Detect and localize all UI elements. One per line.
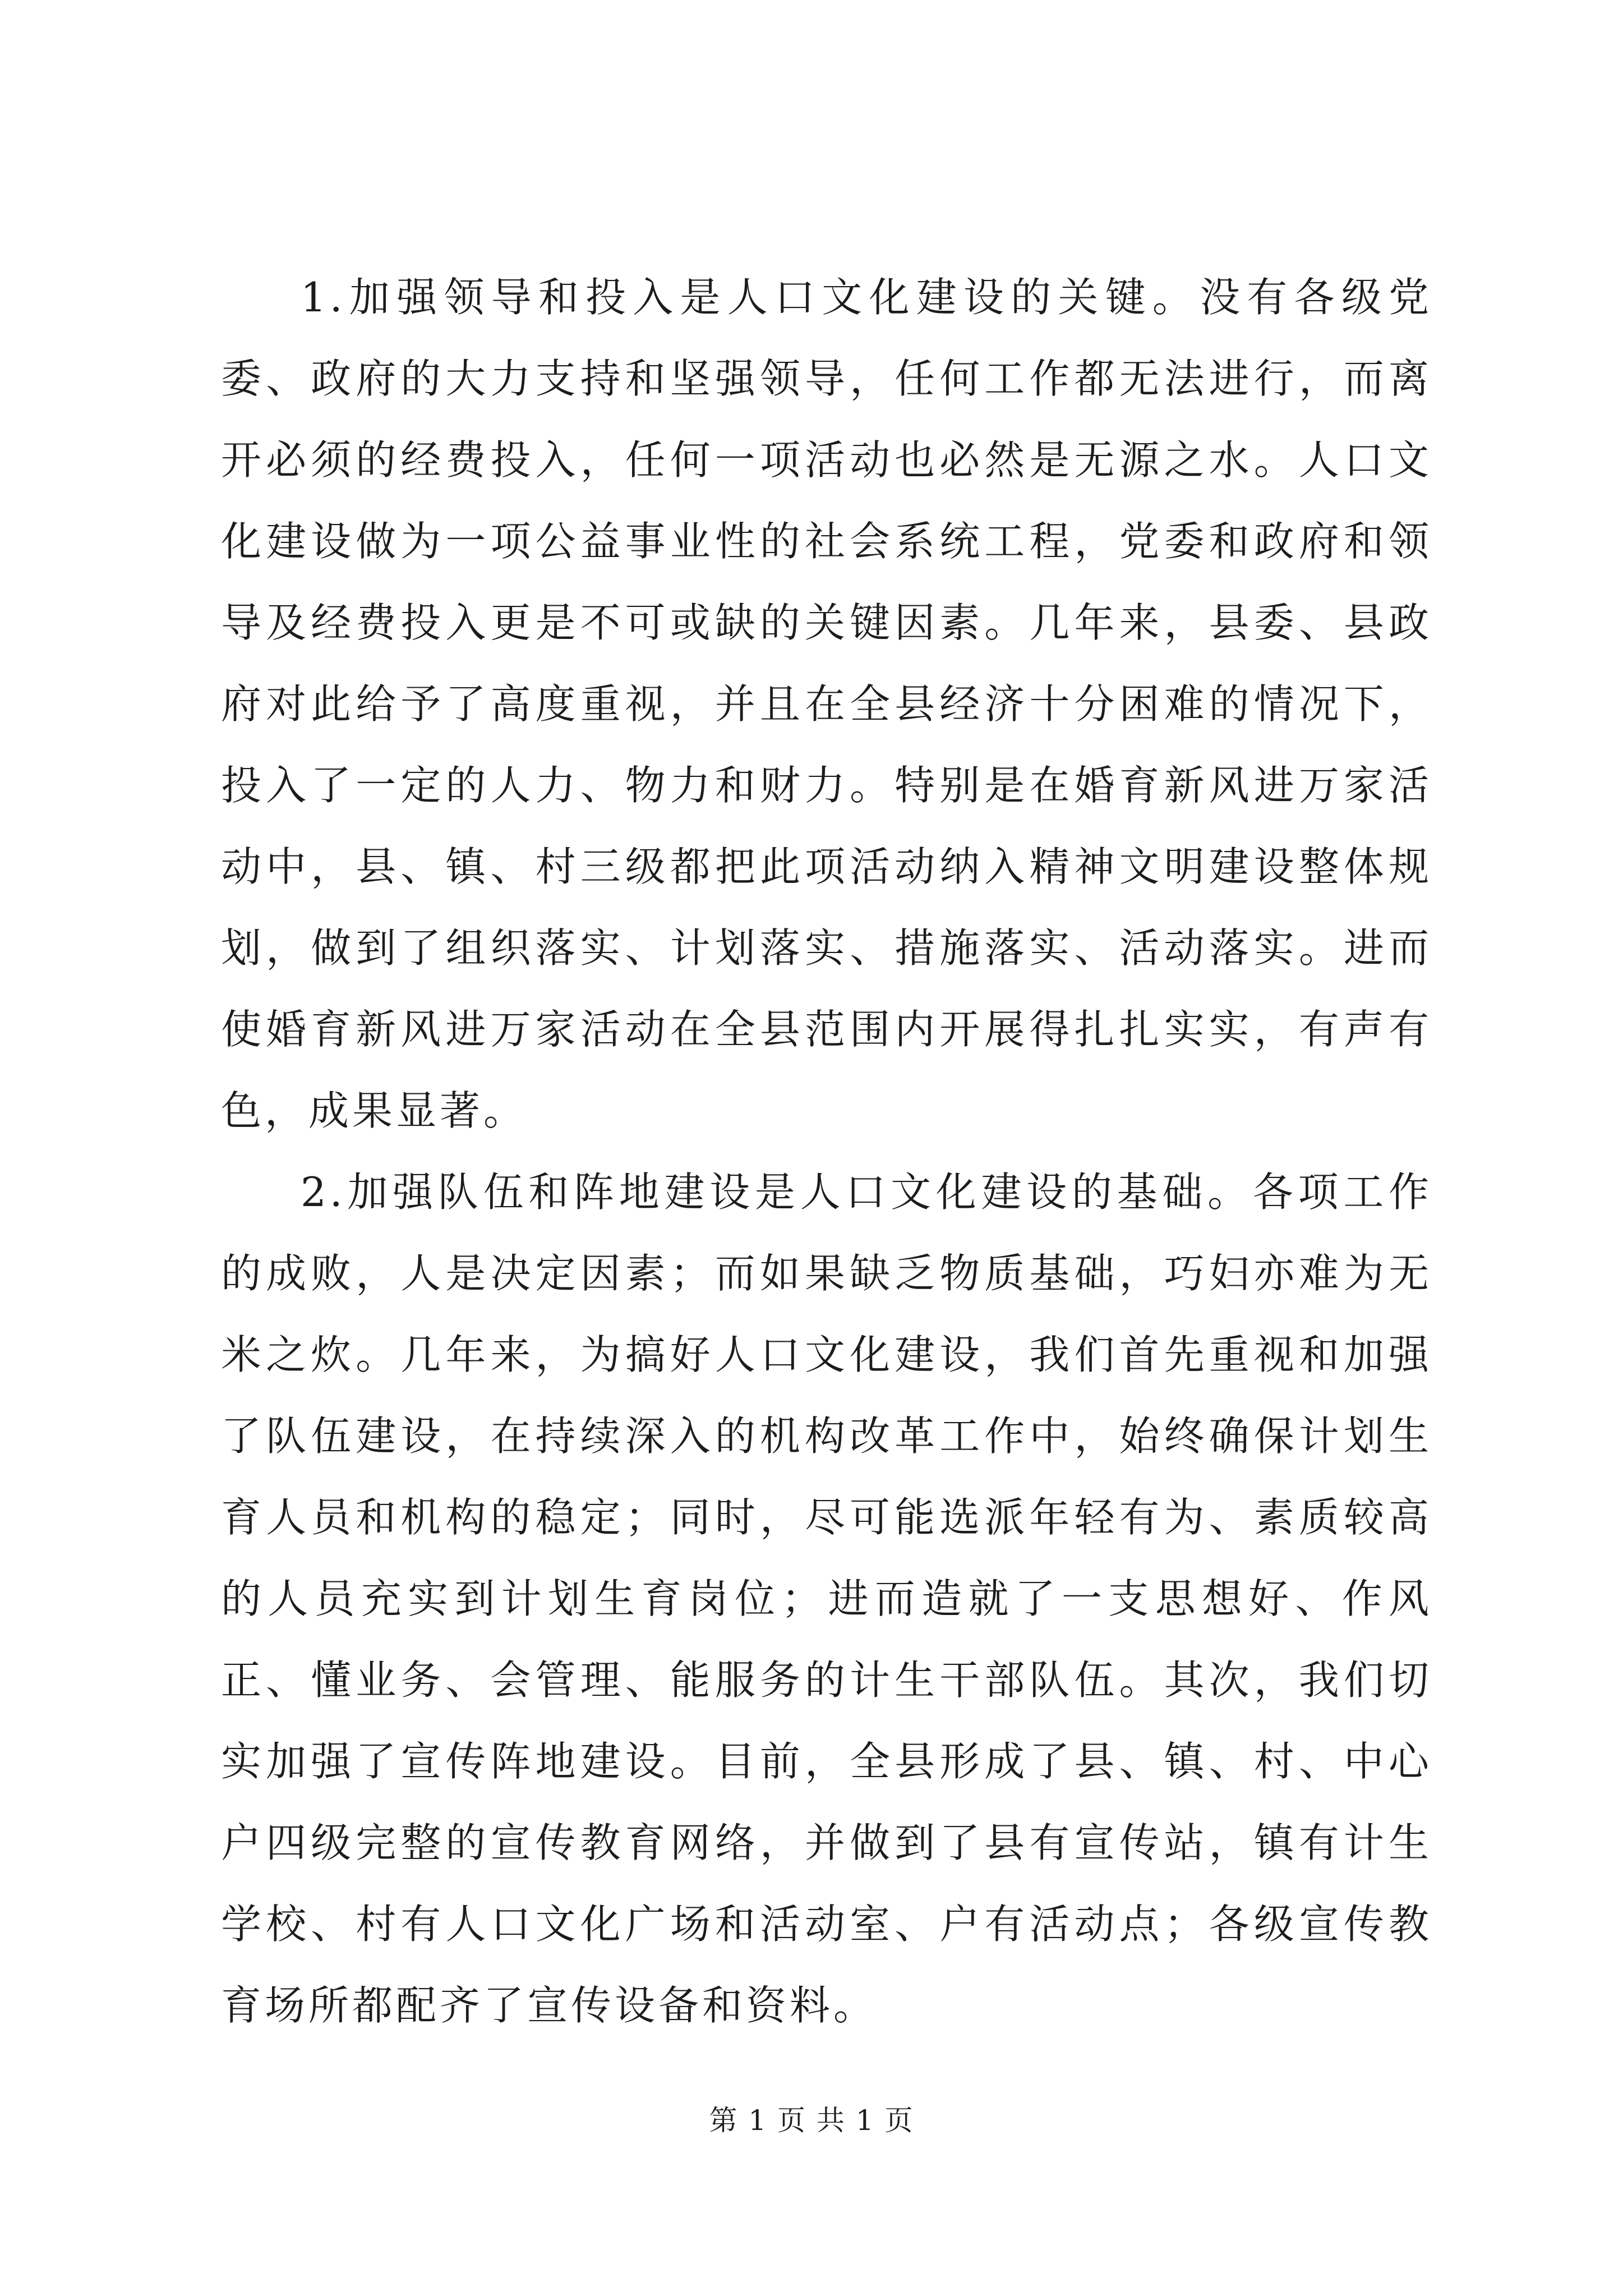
- document-body: [221, 257, 1432, 2046]
- paragraph-2: 2.加强队伍和阵地建设是人口文化建设的基础。各项工作的成败，人是决定因素；而如果缺乏物质基础，巧妇亦难为无米之炊。几年来，为搞好人口文化建设，我们首先重视和加强了队伍建设，在持续深入的机构改革工作中，始终确保计划生育人员和机构的稳定；同时，尽可能选派年轻有为、素质较高的人员充实到计划生育岗位；进而造就了一支思想好、作风正、懂业务、会管理、能服务的计生干部队伍。其次，我们切实加强了宣传阵地建设。目前，全县形成了县、镇、村、中心户四级完整的宣传教育网络，并做到了县有宣传站，镇有计生学校、村有人口文化广场和活动室、户有活动点；各级宣传教育场所都配齐了宣传设备和资料。: [221, 1168, 1432, 2029]
- paragraph-1: 1.加强领导和投入是人口文化建设的关键。没有各级党委、政府的大力支持和坚强领导，任何工作都无法进行，而离开必须的经费投入，任何一项活动也必然是无源之水。人口文化建设做为一项公益事业性的社会系统工程，党委和政府和领导及经费投入更是不可或缺的关键因素。几年来，县委、县政府对此给予了高度重视，并且在全县经济十分困难的情况下，投入了一定的人力、物力和财力。特别是在婚育新风进万家活动中，县、镇、村三级都把此项活动纳入精神文明建设整体规划，做到了组织落实、计划落实、措施落实、活动落实。进而使婚育新风进万家活动在全县范围内开展得扎扎实实，有声有色，成果显著。: [221, 274, 1432, 1134]
- page-number-footer: 第 1 页 共 1 页: [709, 2104, 914, 2137]
